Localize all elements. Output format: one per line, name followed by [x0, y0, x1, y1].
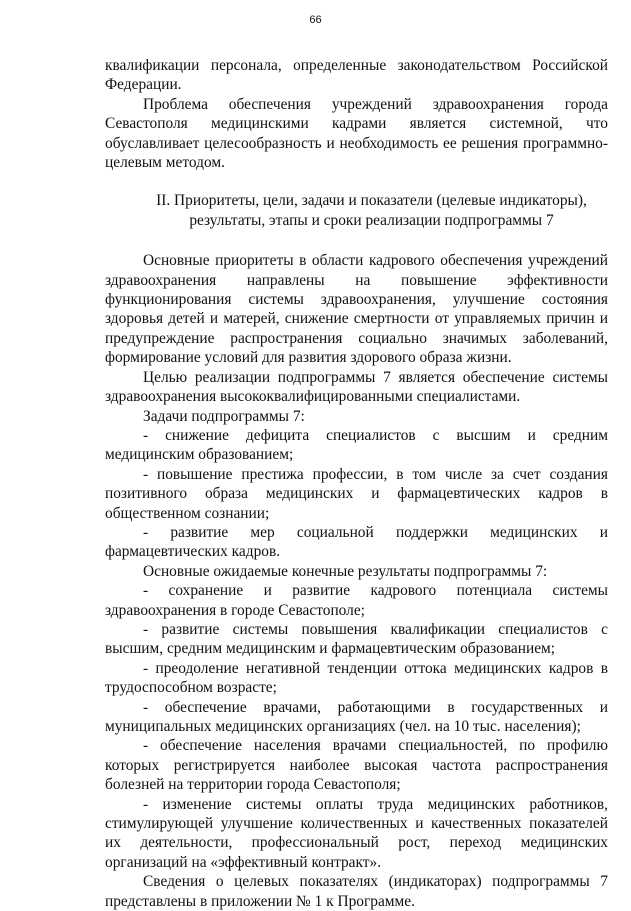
result-item: - преодоление негативной тенденции оттока медицинских кадров в трудоспособном возрасте; — [105, 659, 608, 697]
result-item: - обеспечение населения врачами специальностей, по профилю которых регистрируется наиболее высокая частота распространения болезней на территории города Севастополя; — [105, 737, 608, 794]
results-heading: Основные ожидаемые конечные результаты подпрограммы 7: — [143, 562, 548, 580]
tasks-heading: Задачи подпрограммы 7: — [143, 407, 305, 425]
section-heading: II. Приоритеты, цели, задачи и показатели (целевые индикаторы), результаты, этапы и сроки реализации подпрограммы 7 — [156, 192, 587, 229]
paragraph-goal: Целью реализации подпрограммы 7 является обеспечение системы здравоохранения высококвалифицированными специалистами. — [105, 368, 608, 406]
result-item: - обеспечение врачами, работающими в государственных и муниципальных медицинских организациях (чел. на 10 тыс. населения); — [105, 698, 608, 735]
result-item: - изменение системы оплаты труда медицинских работников, стимулирующей улучшение количественных и качественных показателей их деятельности, профессиональный рост, переход медицинских организаций на «эффективный контракт». — [105, 795, 608, 871]
task-item: - снижение дефицита специалистов с высшим и средним медицинским образованием; — [105, 426, 608, 464]
paragraph-priorities: Основные приоритеты в области кадрового обеспечения учреждений здравоохранения направлены на повышение эффективности функционирования системы здравоохранения, улучшение состояния здоровья детей и матерей, снижение смертности от управляемых причин и предупреждение распространения социально значимых заболеваний, формирование условий для развития здорового образа жизни. — [105, 252, 608, 367]
paragraph-problem: Проблема обеспечения учреждений здравоохранения города Севастополя медицинскими кадрами является системной, что обуславливает целесообразность и необходимость ее решения программно-целевым методом. — [105, 95, 608, 172]
task-item: - повышение престижа профессии, в том числе за счет создания позитивного образа медицинских и фармацевтических кадров в общественном сознании; — [105, 465, 608, 522]
task-item: - развитие мер социальной поддержки медицинских и фармацевтических кадров. — [105, 523, 608, 561]
paragraph-indicators: Сведения о целевых показателях (индикаторах) подпрограммы 7 представлены в приложении № 1 к Программе. — [105, 873, 608, 910]
paragraph-qualification: квалификации персонала, определенные законодательством Российской Федерации. — [105, 57, 608, 94]
result-item: - развитие системы повышения квалификации специалистов с высшим, средним медицинским и фармацевтическим образованием; — [105, 620, 608, 658]
result-item: - сохранение и развитие кадрового потенциала системы здравоохранения в городе Севастополе; — [105, 582, 608, 619]
document-body — [105, 56, 608, 911]
page-number: 66 — [309, 14, 322, 26]
